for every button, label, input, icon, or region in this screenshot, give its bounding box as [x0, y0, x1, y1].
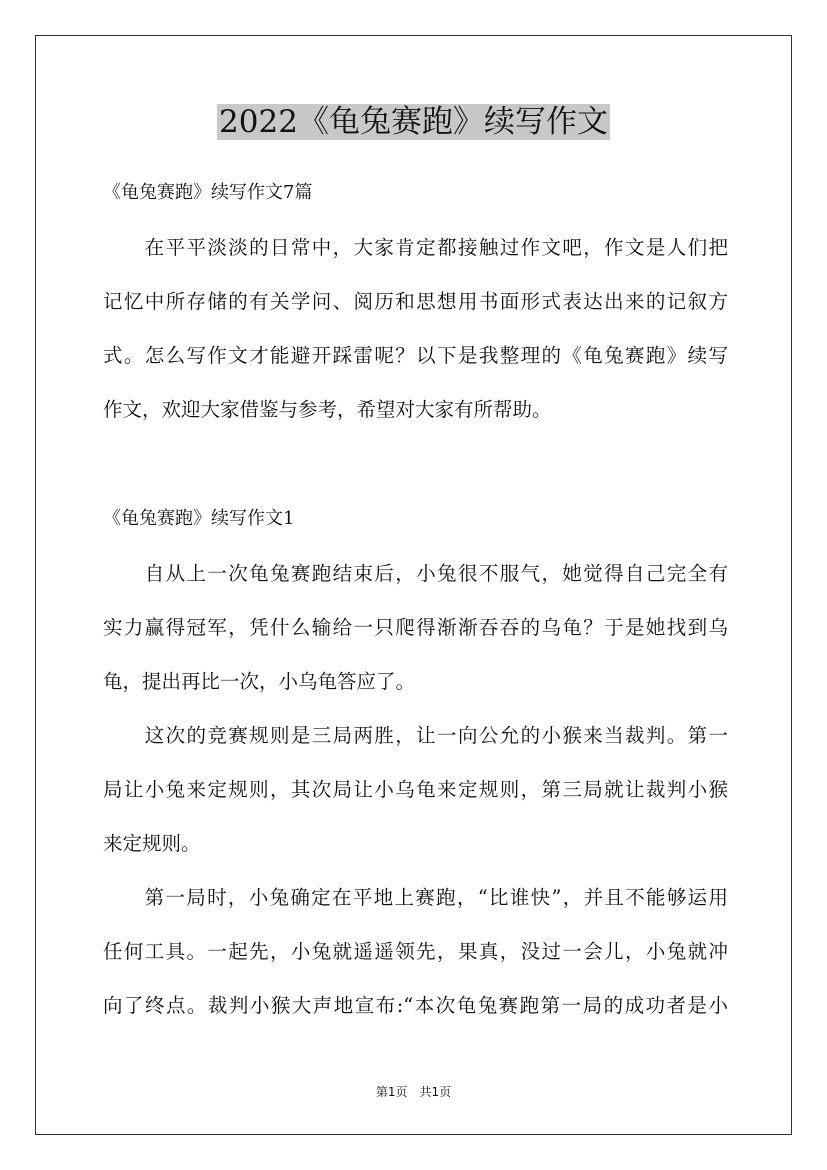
page-footer: 第1页 共1页 — [375, 1085, 452, 1099]
paragraph-line: 局让小兔来定规则，其次局让小乌龟来定规则，第三局就让裁判小猴 — [103, 778, 728, 801]
paragraph-line: 这次的竞赛规则是三局两胜，让一向公允的小猴来当裁判。第一 — [103, 724, 728, 747]
paragraph-line: 实力赢得冠军，凭什么输给一只爬得渐渐吞吞的乌龟？于是她找到乌 — [103, 616, 728, 639]
paragraph-line: 自从上一次龟兔赛跑结束后，小兔很不服气，她觉得自己完全有 — [103, 562, 728, 585]
paragraph-line: 第一局时，小兔确定在平地上赛跑，“比谁快”，并且不能够运用 — [103, 886, 728, 909]
intro-line: 作文，欢迎大家借鉴与参考，希望对大家有所帮助。 — [103, 398, 552, 421]
intro-line: 在平平淡淡的日常中，大家肯定都接触过作文吧，作文是人们把 — [103, 236, 728, 259]
document-subtitle: 《龟兔赛跑》续写作文7篇 — [103, 182, 313, 203]
paragraph-line: 向了终点。裁判小猴大声地宣布:“本次龟兔赛跑第一局的成功者是小 — [103, 994, 728, 1017]
document-title — [0, 102, 827, 142]
intro-line: 式。怎么写作文才能避开踩雷呢？以下是我整理的《龟兔赛跑》续写 — [103, 344, 728, 367]
section-heading: 《龟兔赛跑》续写作文1 — [103, 508, 295, 529]
paragraph-line: 来定规则。 — [103, 832, 201, 855]
intro-line: 记忆中所存储的有关学问、阅历和思想用书面形式表达出来的记叙方 — [103, 290, 728, 313]
paragraph-line: 龟，提出再比一次，小乌龟答应了。 — [103, 670, 416, 693]
paragraph-line: 任何工具。一起先，小兔就遥遥领先，果真，没过一会儿，小兔就冲 — [103, 940, 728, 963]
document-title-text: 2022《龟兔赛跑》续写作文 — [219, 104, 608, 140]
